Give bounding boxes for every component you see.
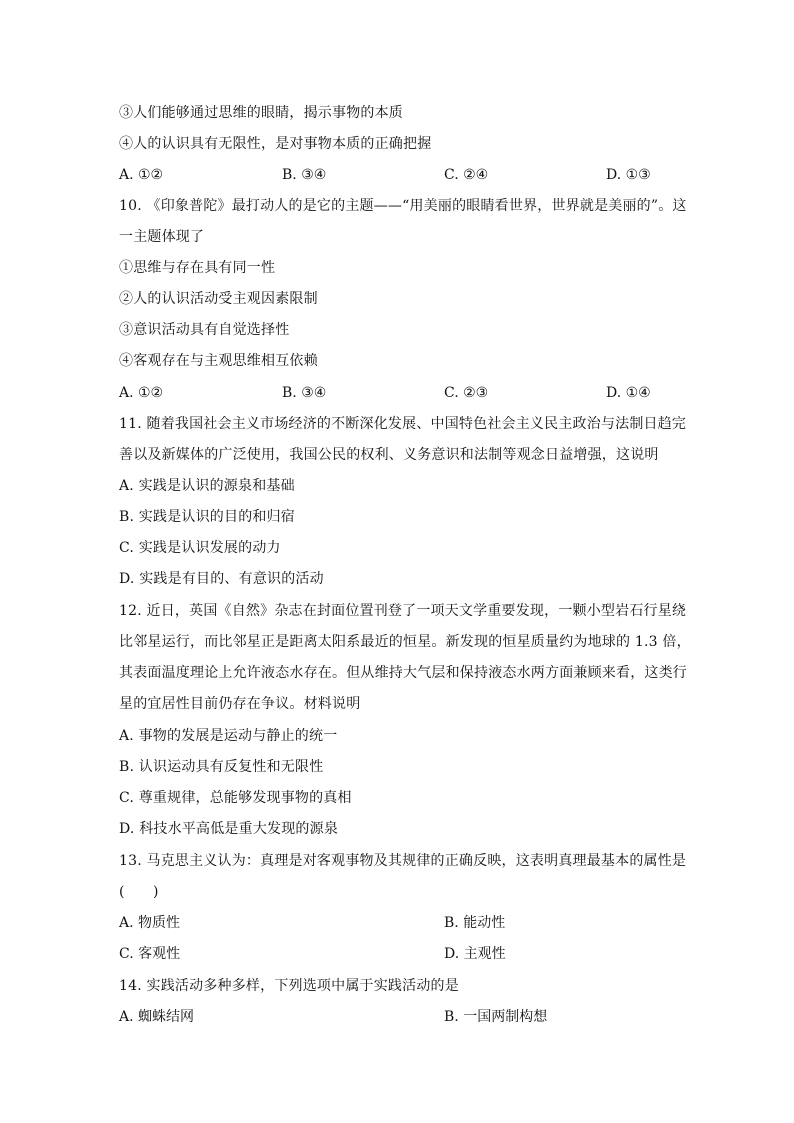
q12-stem-line-1: 12. 近日，英国《自然》杂志在封面位置刊登了一项天文学重要发现，一颗小型岩石行星绕	[119, 603, 687, 619]
q10-stem-line-1: 10. 《印象普陀》最打动人的是它的主题——“用美丽的眼睛看世界，世界就是美丽的”。这	[119, 198, 687, 214]
q10-option-c: C. ②③	[444, 385, 489, 401]
q13-option-c: C. 客观性	[119, 946, 181, 962]
q12-option-a: A. 事物的发展是运动与静止的统一	[119, 728, 338, 744]
q11-stem-line-1: 11. 随着我国社会主义市场经济的不断深化发展、中国特色社会主义民主政治与法制日趋完	[119, 416, 687, 432]
q9-option-d: D. ①③	[606, 167, 651, 183]
q13-option-d: D. 主观性	[444, 946, 506, 962]
q12-option-c: C. 尊重规律，总能够发现事物的真相	[119, 790, 352, 806]
q10-statement-4: ④客观存在与主观思维相互依赖	[119, 353, 318, 369]
q10-option-d: D. ①④	[606, 385, 651, 401]
q10-statement-3: ③意识活动具有自觉选择性	[119, 322, 290, 338]
q11-option-b: B. 实践是认识的目的和归宿	[119, 509, 295, 525]
q12-stem-line-3: 其表面温度理论上允许液态水存在。但从维持大气层和保持液态水两方面兼顾来看，这类行	[119, 665, 687, 681]
q13-option-a: A. 物质性	[119, 915, 181, 931]
q14-option-b: B. 一国两制构想	[444, 1009, 548, 1025]
q13-option-b: B. 能动性	[444, 915, 506, 931]
q13-stem-line-1: 13. 马克思主义认为：真理是对客观事物及其规律的正确反映，这表明真理最基本的属性是	[119, 853, 687, 869]
q12-option-d: D. 科技水平高低是重大发现的源泉	[119, 821, 339, 837]
q11-option-d: D. 实践是有目的、有意识的活动	[119, 571, 324, 587]
q9-statement-3: ③人们能够通过思维的眼睛，揭示事物的本质	[119, 105, 403, 121]
q14-stem-line-1: 14. 实践活动多种多样，下列选项中属于实践活动的是	[119, 978, 459, 994]
q9-statement-4: ④人的认识具有无限性，是对事物本质的正确把握	[119, 136, 432, 152]
q9-option-c: C. ②④	[444, 167, 489, 183]
q14-option-a: A. 蜘蛛结网	[119, 1009, 195, 1025]
q9-option-a: A. ①②	[119, 167, 164, 183]
q10-option-b: B. ③④	[282, 385, 327, 401]
q10-stem-line-2: 一主题体现了	[119, 229, 205, 245]
q12-stem-line-2: 比邻星运行，而比邻星正是距离太阳系最近的恒星。新发现的恒星质量约为地球的 1.3 倍，	[119, 634, 691, 650]
q11-option-a: A. 实践是认识的源泉和基础	[119, 478, 295, 494]
q9-option-b: B. ③④	[282, 167, 327, 183]
q12-stem-line-4: 星的宜居性目前仍存在争议。材料说明	[119, 696, 361, 712]
q10-statement-2: ②人的认识活动受主观因素限制	[119, 291, 318, 307]
q13-stem-line-2: ( )	[119, 884, 159, 900]
q10-option-a: A. ①②	[119, 385, 164, 401]
q10-statement-1: ①思维与存在具有同一性	[119, 260, 276, 276]
q11-stem-line-2: 善以及新媒体的广泛使用，我国公民的权利、义务意识和法制等观念日益增强，这说明	[119, 447, 659, 463]
q12-option-b: B. 认识运动具有反复性和无限性	[119, 759, 324, 775]
q11-option-c: C. 实践是认识发展的动力	[119, 540, 281, 556]
